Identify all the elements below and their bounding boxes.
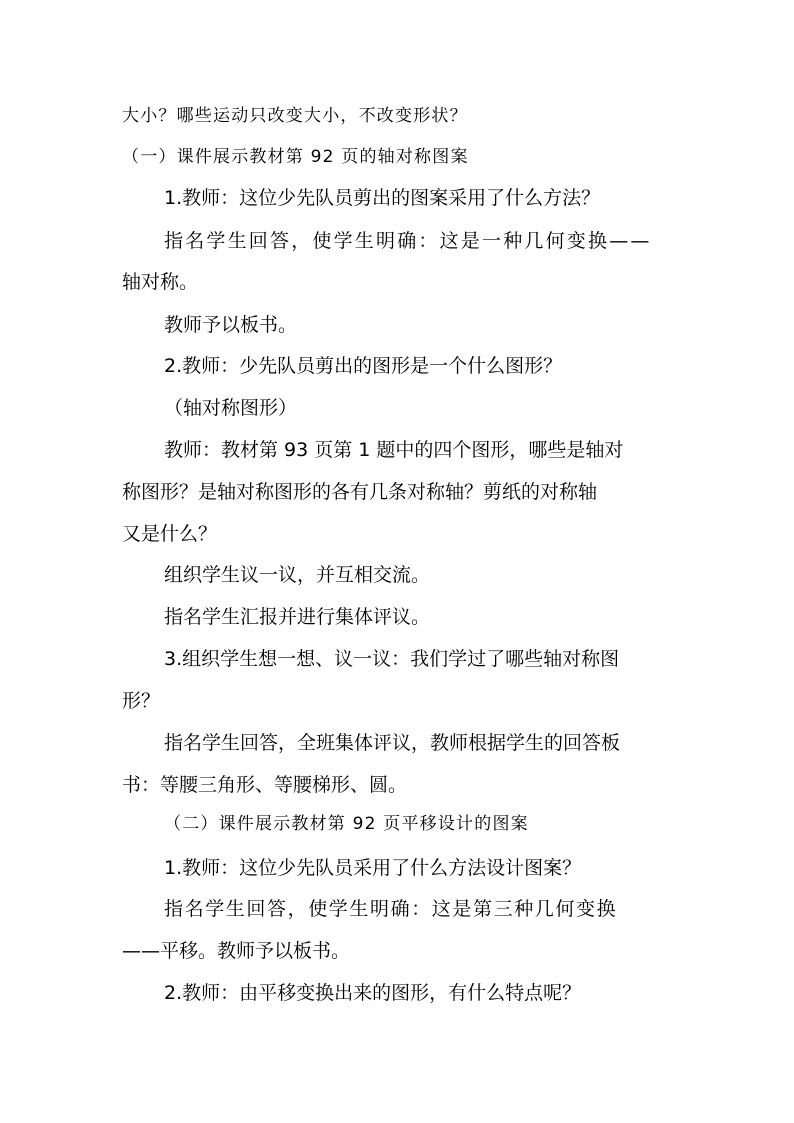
text-line: 2.教师：少先队员剪出的图形是一个什么图形？: [164, 355, 563, 377]
text-line: 1.教师：这位少先队员剪出的图案采用了什么方法？: [164, 187, 601, 209]
text-line: 称图形？是轴对称图形的各有几条对称轴？剪纸的对称轴: [122, 481, 598, 503]
text-line: ——平移。教师予以板书。: [122, 940, 351, 962]
text-line: 指名学生汇报并进行集体评议。: [164, 606, 431, 628]
text-line: 组织学生议一议，并互相交流。: [164, 564, 431, 586]
text-line: 指名学生回答，使学生明确：这是第三种几何变换: [164, 898, 618, 920]
text-line: 指名学生回答，使学生明确：这是一种几何变换——: [164, 230, 652, 252]
text-line: 1.教师：这位少先队员采用了什么方法设计图案？: [164, 857, 582, 879]
text-line: 教师予以板书。: [164, 314, 298, 336]
text-line: 大小？哪些运动只改变大小，不改变形状？: [122, 106, 468, 126]
text-line: 形？: [122, 690, 161, 712]
text-line: 3.组织学生想一想、议一议：我们学过了哪些轴对称图: [164, 648, 620, 670]
text-line: 轴对称。: [122, 271, 199, 293]
text-line: 书：等腰三角形、等腰梯形、圆。: [122, 774, 408, 796]
text-line: 2.教师：由平移变换出来的图形，有什么特点呢？: [164, 982, 582, 1004]
text-line: 又是什么？: [122, 523, 218, 545]
section-heading: （二）课件展示教材第 92 页平移设计的图案: [164, 814, 529, 834]
text-line: 教师：教材第 93 页第 1 题中的四个图形，哪些是轴对: [164, 439, 624, 461]
text-line: 指名学生回答，全班集体评议，教师根据学生的回答板: [164, 732, 621, 754]
text-line: （轴对称图形）: [164, 397, 298, 419]
section-heading: （一）课件展示教材第 92 页的轴对称图案: [122, 147, 469, 167]
